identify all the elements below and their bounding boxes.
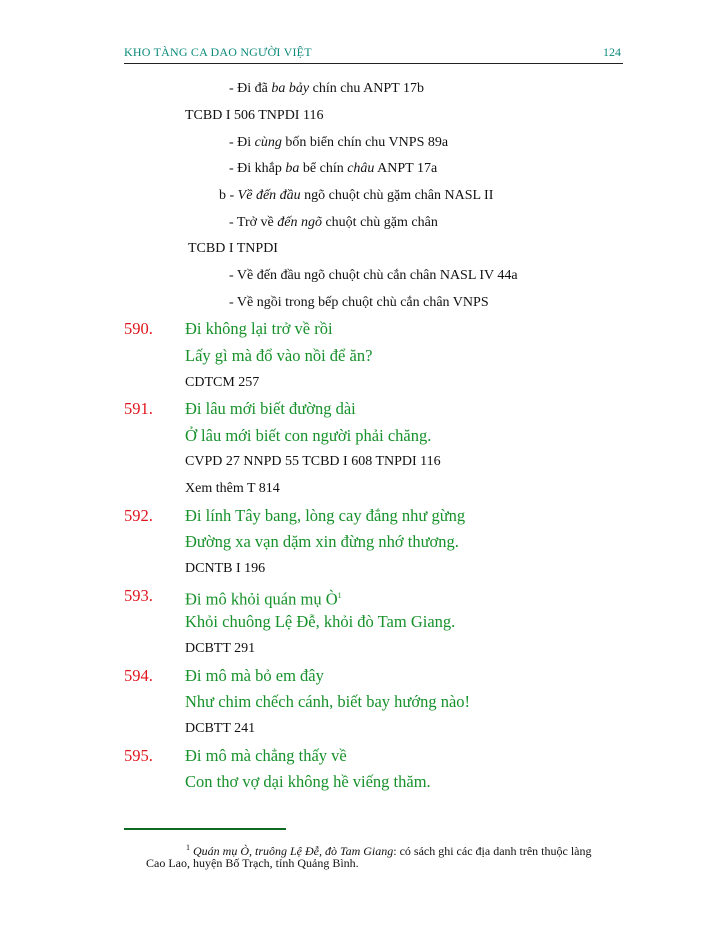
variant-line: - Trở về đến ngõ chuột chù gặm chân	[229, 215, 438, 230]
verse-line: Đường xa vạn dặm xin đừng nhớ thương.	[185, 532, 459, 551]
verse-line: Như chim chếch cánh, biết bay hướng nào!	[185, 692, 471, 711]
cross-reference: Xem thêm T 814	[185, 481, 280, 496]
footnote-marker[interactable]: 1	[337, 591, 342, 600]
variant-line: - Về ngồi trong bếp chuột chù cắn chân VNPS	[229, 295, 489, 310]
verse-line: Đi mô khỏi quán mụ $Ò^1$	[185, 589, 342, 609]
footnote-text-continued: Cao Lao, huyện Bố Trạch, tỉnh Quảng Bình.	[146, 856, 359, 870]
source-line: DCBTT 241	[185, 721, 256, 736]
variant-line: - Đi đã ba bảy chín chu ANPT 17b	[229, 81, 424, 96]
footnote-text: $^1$ Quán mụ Ò, truông Lệ Đễ, đò Tam Giang: có sách ghi các địa danh trên thuộc làng	[186, 843, 592, 858]
page-number: 124	[603, 45, 621, 59]
entry-number: 595.	[124, 746, 153, 765]
source-line: CVPD 27 NNPD 55 TCBD I 608 TNPDI 116	[185, 454, 441, 469]
verse-line: Lấy gì mà đổ vào nồi để ăn?	[185, 346, 373, 365]
verse-line: Đi không lại trở về rồi	[185, 319, 333, 338]
variant-line: - Đi khắp ba bể chín châu ANPT 17a	[229, 161, 438, 176]
entry-number: 590.	[124, 319, 153, 338]
book-title: KHO TÀNG CA DAO NGƯỜI VIỆT	[124, 45, 312, 59]
verse-line: Đi mô mà chẳng thấy về	[185, 746, 347, 765]
verse-line: Đi lính Tây bang, lòng cay đắng như gừng	[185, 506, 466, 525]
variant-line: b - Về đến đầu ngõ chuột chù gặm chân NASL II	[219, 188, 494, 203]
verse-line: Ở lâu mới biết con người phải chăng.	[185, 426, 432, 445]
source-line: TCBD I 506 TNPDI 116	[185, 108, 324, 123]
entry-number: 591.	[124, 399, 153, 418]
entry-number: 594.	[124, 666, 153, 685]
verse-line: Đi lâu mới biết đường dài	[185, 399, 356, 418]
source-line: TCBD I TNPDI	[188, 241, 278, 256]
running-header	[124, 44, 623, 64]
source-line: DCNTB I 196	[185, 561, 266, 576]
entry-number: 592.	[124, 506, 153, 525]
source-line: DCBTT 291	[185, 641, 256, 656]
variant-line: - Về đến đầu ngõ chuột chù cắn chân NASL IV 44a	[229, 268, 518, 283]
verse-line: Đi mô mà bỏ em đây	[185, 666, 324, 685]
verse-line: Con thơ vợ dại không hề viếng thăm.	[185, 772, 431, 791]
entry-number: 593.	[124, 586, 153, 605]
verse-line: Khỏi chuông Lệ Đễ, khỏi đò Tam Giang.	[185, 612, 456, 631]
source-line: CDTCM 257	[185, 375, 260, 390]
variant-line: - Đi cùng bốn biển chín chu VNPS 89a	[229, 135, 449, 150]
footnote-separator	[124, 828, 286, 830]
